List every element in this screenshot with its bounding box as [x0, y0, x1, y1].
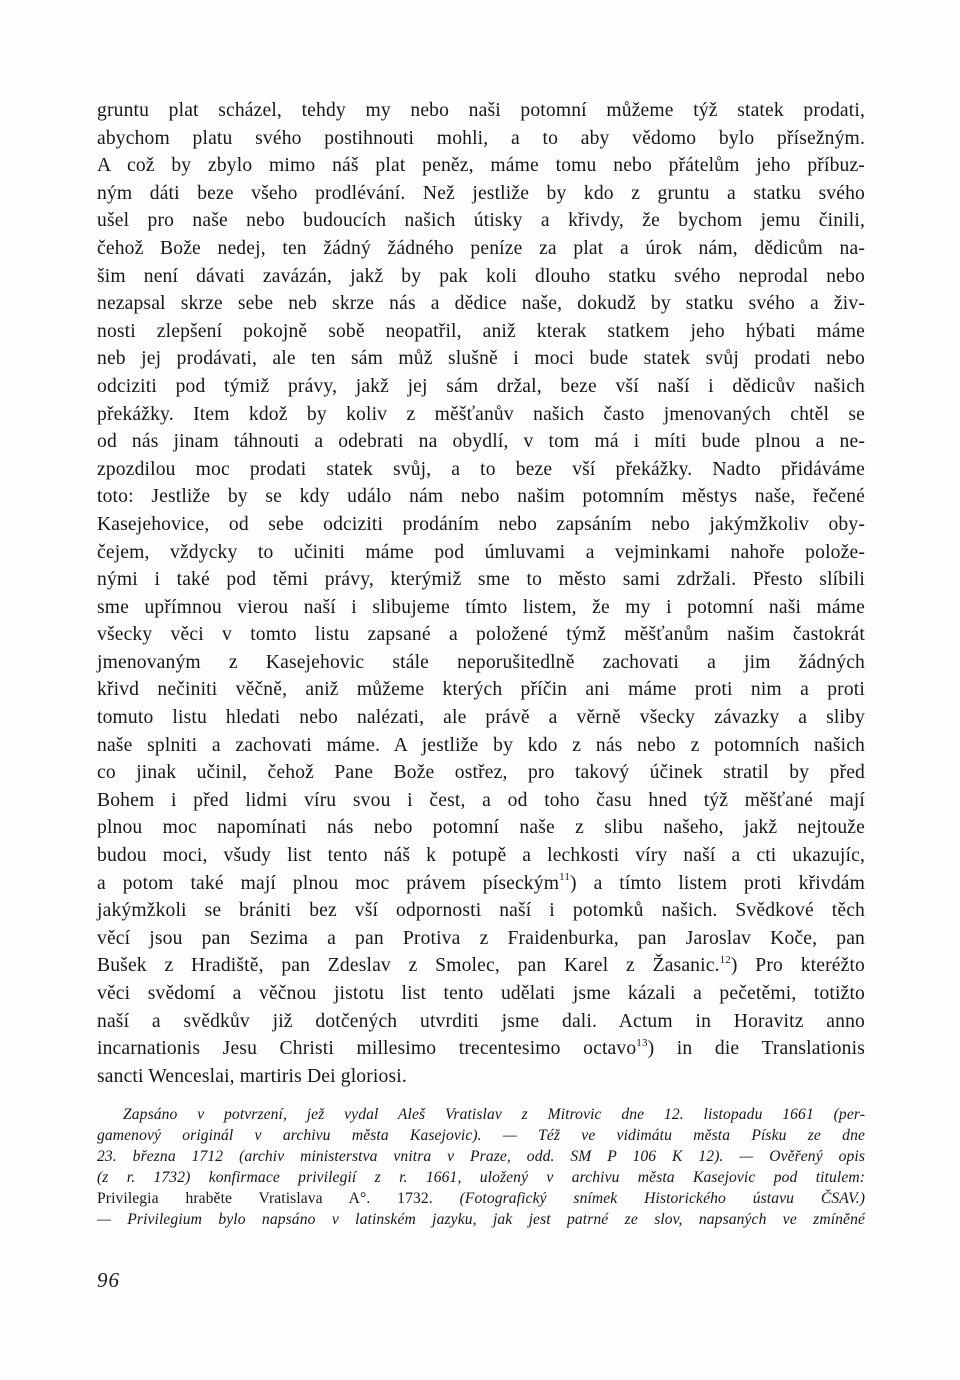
text-line: naše splniti a zachovati máme. A jestliže by kdo z nás nebo z potomních našich	[97, 734, 865, 756]
note-line: gamenový originál v archivu města Kasejovic). — Též ve vidimátu města Písku ze dne	[97, 1127, 865, 1144]
note-line: 23. března 1712 (archiv ministerstva vnitra v Praze, odd. SM P 106 K 12). — Ověřený opis	[97, 1148, 865, 1165]
text-line: zpozdilou moc prodati statek svůj, a to beze vší překážky. Nadto přidáváme	[97, 458, 865, 480]
text-line	[97, 952, 865, 980]
text-line: co jinak učinil, čehož Pane Bože ostřez, pro takový účinek stratil by před	[97, 762, 865, 784]
text-line: ušel pro naše nebo budoucích našich útisky a křivdy, že bychom jemu činili,	[97, 210, 865, 232]
text-line: věci svědomí a věčnou jistotu list tento udělati jsme kázali a pečetěmi, totižto	[97, 983, 865, 1004]
text-segment: incarnationis Jesu Christi millesimo trecentesimo octavo	[97, 1038, 637, 1060]
text-segment: Bušek z Hradiště, pan Zdeslav z Smolec, pan Karel z Žasanic.	[97, 955, 720, 977]
text-line: neb jej prodávati, ale ten sám můž slušně i moci bude statek svůj prodati nebo	[97, 348, 865, 370]
footnote-ref-13: 13	[636, 1036, 648, 1049]
note-upright-text: Privilegia hraběte Vratislava A°. 1732.	[97, 1190, 433, 1207]
text-line: jakýmžkoli se brániti bez vší odpornosti naší i potomků našich. Svědkové těch	[97, 900, 865, 922]
text-line: budou moci, všudy list tento náš k potupě a lechkosti víry naší a cti ukazujíc,	[97, 845, 865, 867]
note-line: (z r. 1732) konfirmace privilegií z r. 1661, uložený v archivu města Kasejovic pod titulem:	[97, 1169, 865, 1186]
text-line: nými i také pod těmi právy, kterýmiž sme to město sami zdržali. Přesto slíbili	[97, 569, 865, 591]
text-line: čehož Bože nedej, ten žádný žádného peníze za plat a úrok nám, dědicům na-	[97, 237, 865, 259]
text-line: A což by zbylo mimo náš plat peněz, máme tomu nebo přátelům jeho příbuz-	[97, 155, 865, 177]
footnote-ref-11: 11	[559, 871, 570, 884]
text-line: plnou moc napomínati nás nebo potomní naše z slibu našeho, jakž nejtouže	[97, 817, 865, 839]
text-line: nosti zlepšení pokojně sobě neopatřil, aniž kterak statkem jeho hýbati máme	[97, 320, 865, 342]
text-line: sancti Wenceslai, martiris Dei gloriosi.	[97, 1065, 407, 1087]
text-line: tomuto listu hledati nebo nalézati, ale právě a věrně všecky závazky a sliby	[97, 707, 865, 729]
text-line: gruntu plat scházel, tehdy my nebo naši potomní můžeme týž statek prodati,	[97, 100, 865, 121]
text-line: věcí jsou pan Sezima a pan Protiva z Fraidenburka, pan Jaroslav Koče, pan	[97, 927, 865, 949]
note-line: Zapsáno v potvrzení, jež vydal Aleš Vratislav z Mitrovic dne 12. listopadu 1661 (per-	[123, 1106, 865, 1123]
text-line: všecky věci v tomto listu zapsané a položené týmž měšťanům našim častokrát	[97, 624, 865, 646]
text-line: toto: Jestliže by se kdy událo nám nebo našim potomním městys naše, řečené	[97, 486, 865, 508]
note-italic-text: (Fotografický snímek Historického ústavu ČSAV.)	[432, 1190, 865, 1207]
text-line	[97, 870, 865, 898]
text-line: naší a svědkův již dotčených utvrditi jsme dali. Actum in Horavitz anno	[97, 1010, 865, 1032]
footnote-ref-12: 12	[719, 953, 731, 966]
text-line: sme upřímnou vierou naší i slibujeme tímto listem, že my i potomní naši máme	[97, 596, 865, 618]
text-line: Kasejehovice, od sebe odciziti prodáním nebo zapsáním nebo jakýmžkoliv oby-	[97, 513, 865, 535]
text-line: odciziti pod týmiž právy, jakž jej sám držal, beze vší naší i dědicův našich	[97, 375, 865, 397]
text-line: překážky. Item kdož by koliv z měšťanův našich často jmenovaných chtěl se	[97, 403, 865, 425]
text-line: ným dáti beze všeho prodlévání. Než jestliže by kdo z gruntu a statku svého	[97, 182, 865, 204]
text-line	[97, 1035, 865, 1063]
text-line: čejem, vždycky to učiniti máme pod úmluvami a vejminkami nahoře polože-	[97, 541, 865, 563]
text-segment: a potom také mají plnou moc právem píseckým	[97, 872, 560, 894]
note-line: — Privilegium bylo napsáno v latinském jazyku, jak jest patrné ze slov, napsaných ve zmíněné	[97, 1211, 865, 1228]
text-segment: ) Pro kteréžto	[730, 955, 865, 977]
page-number: 96	[97, 1268, 120, 1292]
text-segment: ) a tímto listem proti křivdám	[570, 872, 865, 894]
text-segment: ) in die Translationis	[647, 1038, 866, 1060]
text-line: křivd nečiniti věčně, aniž můžeme kterých příčin ani máme proti nim a proti	[97, 679, 865, 701]
note-line	[97, 1188, 865, 1209]
text-line: nezapsal skrze sebe neb skrze nás a dědice naše, dokudž by statku svého a živ-	[97, 293, 865, 315]
body-text	[97, 97, 865, 1090]
text-line: jmenovaným z Kasejehovic stále neporušitedlně zachovati a jim žádných	[97, 651, 865, 673]
text-line: od nás jinam táhnouti a odebrati na obydlí, v tom má i míti bude plnou a ne-	[97, 431, 865, 453]
editorial-note	[97, 1104, 865, 1230]
text-line: Bohem i před lidmi víru svou i čest, a od toho času hned týž měšťané mají	[97, 789, 865, 811]
text-line: šim není dávati zavázán, jakž by pak koli dlouho statku svého neprodal nebo	[97, 265, 865, 287]
text-line: abychom platu svého postihnouti mohli, a to aby vědomo bylo přísežným.	[97, 127, 865, 149]
